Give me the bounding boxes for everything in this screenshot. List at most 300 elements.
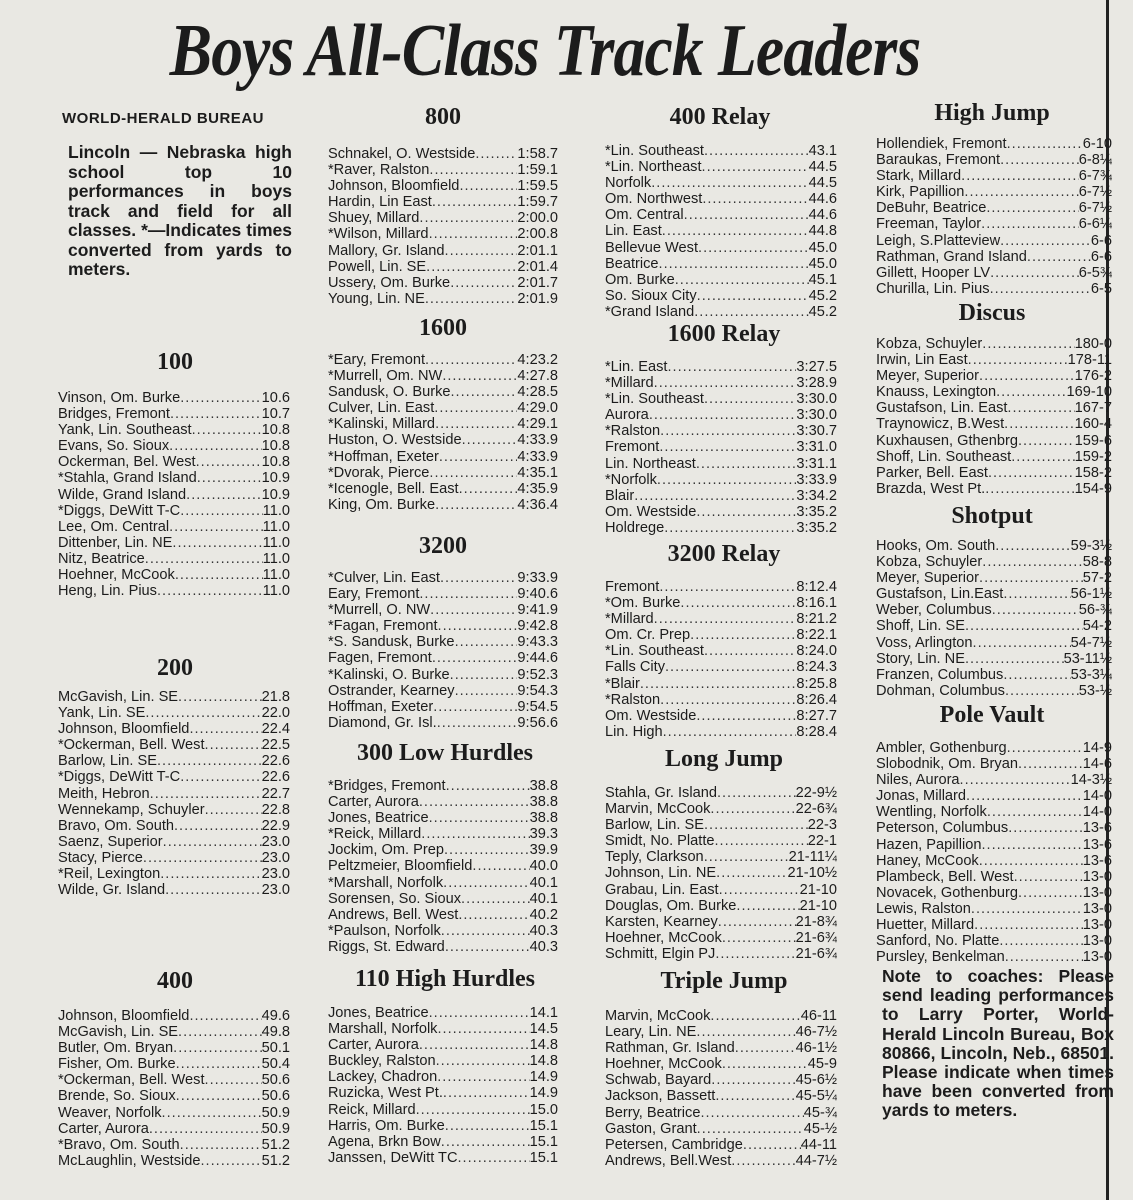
event-heading: High Jump (934, 100, 1050, 126)
result-row (876, 465, 1112, 481)
event-heading: 400 Relay (669, 104, 771, 130)
athlete-school: Carter, Aurora (328, 1037, 419, 1054)
mark: 3:35.2 (796, 503, 837, 520)
mark: 14-6 (1082, 756, 1112, 773)
result-list (605, 1008, 837, 1169)
result-row (58, 802, 290, 818)
leader-dots (430, 602, 517, 618)
athlete-school: *Norfolk (605, 471, 657, 488)
mark: 10.9 (261, 486, 290, 503)
result-row (58, 705, 290, 721)
leader-dots (966, 788, 1083, 804)
leader-dots (696, 1024, 795, 1040)
mark: 21-6¾ (795, 945, 837, 962)
event-heading: 200 (157, 655, 193, 681)
result-row (876, 740, 1112, 756)
mark: 53-11½ (1063, 650, 1112, 667)
leader-dots (660, 692, 796, 708)
leader-dots (429, 810, 530, 826)
result-list (605, 785, 837, 962)
mark: 22.0 (261, 705, 290, 722)
mark: 158-2 (1074, 464, 1112, 481)
result-row (328, 432, 558, 448)
mark: 14-0 (1082, 788, 1112, 805)
mark: 9:40.6 (517, 586, 558, 603)
result-row (58, 786, 290, 802)
athlete-school: Riggs, St. Edward (328, 938, 445, 955)
mark: 178-11 (1067, 352, 1112, 369)
result-row (876, 400, 1112, 416)
leader-dots (717, 785, 796, 801)
result-row (876, 136, 1112, 152)
mark: 45-¾ (803, 1104, 837, 1121)
result-row (328, 842, 558, 858)
athlete-school: Irwin, Lin East (876, 352, 968, 369)
leader-dots (965, 618, 1083, 634)
result-list (876, 136, 1112, 297)
mark: 3:30.0 (796, 407, 837, 424)
athlete-school: Butler, Om. Bryan (58, 1040, 174, 1057)
leader-dots (667, 359, 796, 375)
result-row (328, 699, 558, 715)
leader-dots (996, 384, 1066, 400)
mark: 2:00.0 (517, 210, 558, 227)
result-row (605, 643, 837, 659)
mark: 3:27.5 (796, 359, 837, 375)
mark: 45-9 (807, 1056, 837, 1073)
leader-dots (1018, 433, 1075, 449)
mark: 1:59.7 (517, 194, 558, 211)
result-row (876, 481, 1112, 497)
result-row (328, 1005, 558, 1021)
mark: 1:59.1 (517, 162, 558, 179)
result-row (58, 1008, 290, 1024)
mark: 4:33.9 (517, 448, 558, 465)
mark: 9:33.9 (517, 570, 558, 586)
mark: 4:35.1 (517, 464, 558, 481)
leader-dots (700, 1105, 803, 1121)
athlete-school: Fremont (605, 579, 660, 595)
leader-dots (432, 650, 518, 666)
result-row (876, 602, 1112, 618)
mark: 50.6 (261, 1088, 290, 1105)
athlete-school: Hoffman, Exeter (328, 698, 434, 715)
athlete-school: Dittenber, Lin. NE (58, 534, 173, 551)
mark: 8:27.7 (796, 707, 837, 724)
result-row (605, 801, 837, 817)
leader-dots (1018, 885, 1083, 901)
athlete-school: Lin. High (605, 723, 663, 740)
athlete-school: Knauss, Lexington (876, 384, 997, 401)
mark: 8:26.4 (796, 691, 837, 708)
athlete-school: McGavish, Lin. SE (58, 1024, 179, 1041)
leader-dots (435, 497, 517, 513)
result-row (605, 946, 837, 962)
result-row (876, 933, 1112, 949)
result-row (58, 1056, 290, 1072)
leader-dots (438, 618, 518, 634)
leader-dots (419, 586, 517, 602)
result-row (605, 191, 837, 207)
leader-dots (979, 570, 1083, 586)
athlete-school: *Fagan, Fremont (328, 618, 438, 635)
athlete-school: Wentling, Norfolk (876, 804, 987, 821)
leader-dots (694, 304, 808, 320)
leader-dots (981, 216, 1079, 232)
result-list (328, 570, 558, 731)
result-row (605, 833, 837, 849)
mark: 4:28.5 (517, 384, 558, 401)
leader-dots (982, 554, 1083, 570)
result-row (605, 143, 837, 159)
event-heading: Shotput (951, 503, 1033, 529)
result-row (328, 449, 558, 465)
leader-dots (455, 683, 518, 699)
result-row (876, 184, 1112, 200)
mark: 22-3 (807, 817, 837, 834)
mark: 6-5¾ (1078, 264, 1112, 281)
athlete-school: Shoff, Lin. Southeast (876, 448, 1012, 465)
athlete-school: *S. Sandusk, Burke (328, 634, 455, 651)
athlete-school: Johnson, Bloomfield (58, 721, 190, 738)
result-row (605, 692, 837, 708)
mark: 10.8 (261, 454, 290, 471)
mark: 10.9 (261, 470, 290, 487)
athlete-school: Johnson, Bloomfield (328, 178, 460, 195)
athlete-school: McGavish, Lin. SE (58, 689, 179, 705)
athlete-school: Norfolk (605, 175, 652, 192)
mark: 45-½ (803, 1120, 837, 1137)
leader-dots (178, 689, 262, 705)
result-row (58, 850, 290, 866)
athlete-school: Petersen, Cambridge (605, 1136, 743, 1153)
result-row (605, 1024, 837, 1040)
result-row (876, 352, 1112, 368)
athlete-school: Meith, Hebron (58, 785, 150, 802)
result-row (605, 391, 837, 407)
leader-dots (1008, 820, 1083, 836)
event-heading: 800 (425, 104, 461, 130)
athlete-school: *Lin. Southeast (605, 643, 704, 660)
mark: 4:23.2 (517, 352, 558, 368)
result-row (328, 481, 558, 497)
result-row (58, 519, 290, 535)
leader-dots (462, 432, 518, 448)
mark: 50.6 (261, 1072, 290, 1089)
result-row (58, 737, 290, 753)
athlete-school: Om. Central (605, 207, 684, 224)
leader-dots (201, 1153, 262, 1169)
result-list (328, 352, 558, 513)
leader-dots (988, 465, 1075, 481)
leader-dots (451, 384, 518, 400)
athlete-school: Peterson, Columbus (876, 820, 1009, 837)
leader-dots (196, 454, 262, 470)
athlete-school: *Diggs, DeWitt T-C (58, 502, 181, 519)
leader-dots (150, 786, 262, 802)
mark: 40.1 (529, 874, 558, 891)
athlete-school: Sandusk, O. Burke (328, 384, 451, 401)
result-list (876, 538, 1112, 699)
event-heading: Triple Jump (660, 968, 788, 994)
leader-dots (429, 465, 517, 481)
leader-dots (718, 914, 796, 930)
athlete-school: *Blair (605, 675, 640, 692)
leader-dots (964, 184, 1078, 200)
leader-dots (437, 1069, 529, 1085)
mark: 3:34.2 (796, 487, 837, 504)
mark: 50.4 (261, 1056, 290, 1073)
result-row (328, 416, 558, 432)
athlete-school: Lewis, Ralston (876, 900, 971, 917)
result-row (605, 785, 837, 801)
leader-dots (426, 259, 517, 275)
leader-dots (1007, 136, 1083, 152)
athlete-school: Marshall, Norfolk (328, 1021, 438, 1038)
athlete-school: *Icenogle, Bell. East (328, 480, 459, 497)
mark: 6-7½ (1078, 184, 1112, 201)
mark: 23.0 (261, 849, 290, 866)
athlete-school: Gustafson, Lin. East (876, 400, 1008, 417)
athlete-school: *Lin. Northeast (605, 159, 702, 176)
leader-dots (702, 191, 808, 207)
mark: 13-0 (1082, 884, 1112, 901)
leader-dots (735, 1040, 796, 1056)
result-row (328, 858, 558, 874)
athlete-school: Freeman, Taylor (876, 216, 982, 233)
mark: 22-1 (807, 833, 837, 850)
event-heading: 1600 Relay (667, 321, 781, 347)
result-list (876, 740, 1112, 965)
mark: 160-4 (1074, 416, 1112, 433)
result-row (876, 336, 1112, 352)
athlete-school: Rathman, Grand Island (876, 248, 1027, 265)
athlete-school: Sorensen, So. Sioux (328, 890, 462, 907)
event-heading: Discus (958, 300, 1026, 326)
result-row (876, 168, 1112, 184)
leader-dots (710, 1008, 800, 1024)
athlete-school: Gustafson, Lin.East (876, 586, 1004, 603)
result-row (605, 914, 837, 930)
athlete-school: *Dvorak, Pierce (328, 464, 430, 481)
mark: 23.0 (261, 882, 290, 899)
athlete-school: *Culver, Lin. East (328, 570, 440, 586)
result-row (605, 456, 837, 472)
mark: 14.1 (529, 1005, 558, 1021)
athlete-school: Brende, So. Sioux (58, 1088, 176, 1105)
athlete-school: Franzen, Columbus (876, 666, 1004, 683)
leader-dots (736, 898, 799, 914)
result-row (876, 368, 1112, 384)
athlete-school: Wilde, Grand Island (58, 486, 187, 503)
athlete-school: *Ralston (605, 691, 661, 708)
athlete-school: Shoff, Lin. SE (876, 618, 965, 635)
mark: 11.0 (262, 567, 290, 584)
leader-dots (715, 833, 808, 849)
leader-dots (715, 946, 795, 962)
athlete-school: *Diggs, DeWitt T-C (58, 769, 181, 786)
mark: 54-2 (1082, 618, 1112, 635)
result-row (328, 497, 558, 513)
athlete-school: Om. Burke (605, 271, 675, 288)
result-row (605, 882, 837, 898)
leader-dots (165, 882, 262, 898)
note-to-coaches: Note to coaches: Please send leading performances to Larry Porter, World-Herald Lincoln Bureau, Box 80866, Lincoln, Neb., 68501. Please indicate when times have been converted from yards to meters. (882, 966, 1114, 1121)
athlete-school: Sanford, No. Platte (876, 933, 1000, 950)
mark: 14.5 (529, 1021, 558, 1038)
result-row (876, 901, 1112, 917)
result-row (605, 708, 837, 724)
leader-dots (429, 226, 518, 242)
mark: 11.0 (262, 518, 290, 535)
leader-dots (961, 168, 1079, 184)
leader-dots (995, 538, 1070, 554)
athlete-school: Teply, Clarkson (605, 849, 704, 866)
result-row (876, 651, 1112, 667)
mark: 39.3 (529, 826, 558, 843)
athlete-school: Carter, Aurora (328, 794, 419, 811)
result-row (328, 875, 558, 891)
athlete-school: Plambeck, Bell. West (876, 868, 1014, 885)
leader-dots (731, 1153, 795, 1169)
athlete-school: *Marshall, Norfolk (328, 874, 444, 891)
athlete-school: Haney, McCook (876, 852, 979, 869)
athlete-school: Wilde, Gr. Island (58, 882, 166, 899)
athlete-school: Shuey, Millard (328, 210, 420, 227)
leader-dots (145, 551, 263, 567)
mark: 44-11 (800, 1136, 837, 1153)
result-row (605, 1008, 837, 1024)
mark: 11.0 (262, 502, 290, 519)
result-row (328, 923, 558, 939)
result-row (605, 865, 837, 881)
athlete-school: *Eary, Fremont (328, 352, 426, 368)
leader-dots (704, 143, 809, 159)
athlete-school: DeBuhr, Beatrice (876, 200, 987, 217)
result-row (328, 907, 558, 923)
leader-dots (189, 1008, 261, 1024)
mark: 6-10 (1082, 136, 1112, 152)
leader-dots (157, 753, 262, 769)
leader-dots (1005, 683, 1079, 699)
athlete-school: Om. Cr. Prep (605, 627, 691, 644)
leader-dots (149, 1121, 262, 1137)
mark: 44-7½ (795, 1152, 837, 1169)
athlete-school: Leigh, S.Platteview (876, 232, 1001, 249)
leader-dots (651, 175, 808, 191)
mark: 10.8 (261, 422, 290, 439)
mark: 56-1½ (1070, 586, 1112, 603)
mark: 38.8 (529, 810, 558, 827)
mark: 2:01.1 (517, 242, 558, 259)
mark: 38.8 (529, 778, 558, 794)
athlete-school: Ockerman, Bel. West (58, 454, 196, 471)
leader-dots (973, 635, 1071, 651)
mark: 14.8 (529, 1037, 558, 1054)
leader-dots (450, 275, 517, 291)
event-heading: Long Jump (664, 746, 784, 772)
athlete-school: Weaver, Norfolk (58, 1104, 162, 1121)
result-list (328, 146, 558, 307)
mark: 21.8 (261, 689, 290, 705)
mark: 6-5 (1090, 280, 1112, 297)
result-row (58, 470, 290, 486)
mark: 46-11 (800, 1008, 837, 1024)
mark: 50.9 (261, 1104, 290, 1121)
athlete-school: *Paulson, Norfolk (328, 922, 441, 939)
athlete-school: *Om. Burke (605, 595, 681, 612)
result-list (328, 778, 558, 955)
leader-dots (475, 146, 517, 162)
athlete-school: Peltzmeier, Bloomfield (328, 858, 473, 875)
leader-dots (690, 627, 796, 643)
mark: 2:01.9 (517, 290, 558, 307)
leader-dots (698, 240, 809, 256)
mark: 21-8¾ (795, 913, 837, 930)
mark: 45-5¼ (795, 1088, 837, 1105)
result-row (58, 503, 290, 519)
athlete-school: Jockim, Om. Prep (328, 842, 444, 859)
leader-dots (968, 352, 1068, 368)
result-row (58, 583, 290, 599)
leader-dots (990, 265, 1079, 281)
result-row (328, 1053, 558, 1069)
result-row (58, 866, 290, 882)
athlete-school: Kirk, Papillion (876, 184, 965, 201)
result-row (876, 756, 1112, 772)
leader-dots (992, 602, 1079, 618)
result-row (605, 175, 837, 191)
intro-paragraph: Lincoln — Nebraska high school top 10 performances in boys track and field for all classes. *—Indicates times converted from yards to meters. (68, 142, 292, 279)
result-row (328, 178, 558, 194)
leader-dots (971, 901, 1083, 917)
mark: 22.9 (261, 817, 290, 834)
mark: 58-8 (1082, 554, 1112, 571)
leader-dots (662, 223, 809, 239)
mark: 4:27.8 (517, 368, 558, 385)
athlete-school: Powell, Lin. SE (328, 258, 427, 275)
mark: 22-6¾ (795, 801, 837, 818)
mark: 22.8 (261, 801, 290, 818)
result-row (605, 520, 837, 536)
athlete-school: Yank, Lin. SE (58, 705, 146, 722)
mark: 6-7½ (1078, 200, 1112, 217)
athlete-school: Holdrege (605, 519, 665, 536)
athlete-school: Harris, Om. Burke (328, 1117, 445, 1134)
result-row (605, 256, 837, 272)
result-row (58, 1040, 290, 1056)
leader-dots (461, 891, 530, 907)
mark: 13-0 (1082, 868, 1112, 885)
result-row (328, 810, 558, 826)
mark: 9:56.6 (517, 714, 558, 731)
leader-dots (162, 1105, 262, 1121)
leader-dots (711, 1072, 795, 1088)
result-row (876, 820, 1112, 836)
athlete-school: Schwab, Bayard (605, 1072, 712, 1089)
mark: 9:54.5 (517, 698, 558, 715)
athlete-school: Slobodnik, Om. Bryan (876, 756, 1018, 773)
result-row (605, 359, 837, 375)
mark: 159-6 (1074, 432, 1112, 449)
leader-dots (704, 643, 796, 659)
leader-dots (441, 1134, 530, 1150)
mark: 22.6 (261, 753, 290, 770)
leader-dots (472, 858, 529, 874)
athlete-school: Ostrander, Kearney (328, 682, 455, 699)
mark: 44.6 (808, 207, 837, 224)
athlete-school: *Bravo, Om. South (58, 1136, 180, 1153)
